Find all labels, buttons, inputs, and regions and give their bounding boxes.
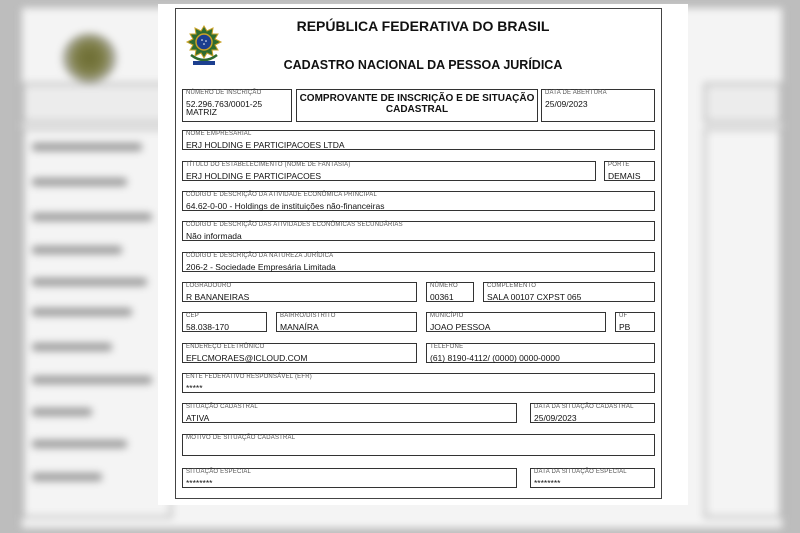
field-value: Não informada bbox=[186, 231, 242, 241]
data-situacao-field bbox=[530, 403, 655, 423]
field-label: LOGRADOURO bbox=[186, 283, 232, 289]
field-label: SITUAÇÃO CADASTRAL bbox=[186, 404, 258, 410]
atividades-secundarias-field bbox=[182, 221, 655, 241]
complemento-field bbox=[483, 282, 655, 302]
field-value: 25/09/2023 bbox=[545, 99, 588, 109]
field-label: UF bbox=[619, 313, 628, 319]
field-value: 00361 bbox=[430, 292, 454, 302]
field-value: JOAO PESSOA bbox=[430, 322, 491, 332]
comprovante-line-2: CADASTRAL bbox=[385, 104, 449, 115]
field-value: ERJ HOLDING E PARTICIPACOES bbox=[186, 171, 322, 181]
field-value: PB bbox=[619, 322, 631, 332]
cnpj-document bbox=[158, 4, 688, 505]
field-value: (61) 8190-4112/ (0000) 0000-0000 bbox=[430, 353, 560, 363]
uf-field bbox=[615, 312, 655, 332]
field-label: SITUAÇÃO ESPECIAL bbox=[186, 469, 252, 475]
field-label: TÍTULO DO ESTABELECIMENTO (NOME DE FANTASIA) bbox=[186, 162, 351, 168]
field-label: BAIRRO/DISTRITO bbox=[280, 313, 336, 319]
field-value: MANAÍRA bbox=[280, 322, 319, 332]
motivo-field bbox=[182, 434, 655, 456]
municipio-field bbox=[426, 312, 606, 332]
efr-field bbox=[182, 373, 655, 393]
data-situacao-especial-field bbox=[530, 468, 655, 488]
field-label: DATA DA SITUAÇÃO ESPECIAL bbox=[534, 469, 627, 475]
field-label: ENTE FEDERATIVO RESPONSÁVEL (EFR) bbox=[186, 374, 312, 380]
field-label: CEP bbox=[186, 313, 199, 319]
page-title: REPÚBLICA FEDERATIVA DO BRASIL bbox=[296, 18, 550, 34]
page-subtitle: CADASTRO NACIONAL DA PESSOA JURÍDICA bbox=[283, 58, 563, 72]
bairro-field bbox=[276, 312, 417, 332]
field-value-type: MATRIZ bbox=[186, 107, 218, 117]
fantasia-field bbox=[182, 161, 596, 181]
brazil-coat-of-arms-icon bbox=[185, 25, 223, 69]
email-field bbox=[182, 343, 417, 363]
field-label: PORTE bbox=[608, 162, 630, 168]
field-value: ******** bbox=[534, 478, 561, 488]
field-label: CÓDIGO E DESCRIÇÃO DA NATUREZA JURÍDICA bbox=[186, 253, 334, 259]
field-value: 58.038-170 bbox=[186, 322, 230, 332]
field-label: DATA DE ABERTURA bbox=[545, 90, 607, 96]
field-label: ENDEREÇO ELETRÔNICO bbox=[186, 344, 265, 350]
comprovante-line-1: COMPROVANTE DE INSCRIÇÃO E DE SITUAÇÃO bbox=[299, 93, 535, 104]
situacao-field bbox=[182, 403, 517, 423]
field-label: MOTIVO DE SITUAÇÃO CADASTRAL bbox=[186, 435, 296, 441]
field-label: CÓDIGO E DESCRIÇÃO DAS ATIVIDADES ECONÔMICAS SECUNDÁRIAS bbox=[186, 222, 403, 228]
comprovante-title-box bbox=[296, 89, 538, 122]
telefone-field bbox=[426, 343, 655, 363]
field-value: EFLCMORAES@ICLOUD.COM bbox=[186, 353, 308, 363]
field-value: 206-2 - Sociedade Empresária Limitada bbox=[186, 262, 336, 272]
natureza-juridica-field bbox=[182, 252, 655, 272]
abertura-field bbox=[541, 89, 655, 122]
situacao-especial-field bbox=[182, 468, 517, 488]
field-value: ATIVA bbox=[186, 413, 210, 423]
field-label: NÚMERO bbox=[430, 283, 458, 289]
porte-field bbox=[604, 161, 655, 181]
atividade-principal-field bbox=[182, 191, 655, 211]
logradouro-field bbox=[182, 282, 417, 302]
field-label: COMPLEMENTO bbox=[487, 283, 537, 289]
field-value: 25/09/2023 bbox=[534, 413, 577, 423]
field-value: SALA 00107 CXPST 065 bbox=[487, 292, 582, 302]
numero-field bbox=[426, 282, 474, 302]
nome-empresarial-field bbox=[182, 130, 655, 150]
field-value: ***** bbox=[186, 383, 203, 393]
inscricao-field bbox=[182, 89, 292, 122]
field-value: DEMAIS bbox=[608, 171, 641, 181]
field-value: ******** bbox=[186, 478, 213, 488]
blurred-emblem-icon bbox=[62, 33, 117, 83]
field-value: 64.62-0-00 - Holdings de instituições não-financeiras bbox=[186, 201, 385, 211]
field-label: TELEFONE bbox=[430, 344, 464, 350]
field-label: CÓDIGO E DESCRIÇÃO DA ATIVIDADE ECONÔMICA PRINCIPAL bbox=[186, 192, 378, 198]
field-label: NOME EMPRESARIAL bbox=[186, 131, 252, 137]
field-label: MUNICÍPIO bbox=[430, 313, 464, 319]
cep-field bbox=[182, 312, 267, 332]
field-value: 52.296.763/0001-25 bbox=[186, 99, 263, 109]
field-value: R BANANEIRAS bbox=[186, 292, 250, 302]
field-value: ERJ HOLDING E PARTICIPACOES LTDA bbox=[186, 140, 345, 150]
field-label: NÚMERO DE INSCRIÇÃO bbox=[186, 90, 262, 96]
field-label: DATA DA SITUAÇÃO CADASTRAL bbox=[534, 404, 634, 410]
